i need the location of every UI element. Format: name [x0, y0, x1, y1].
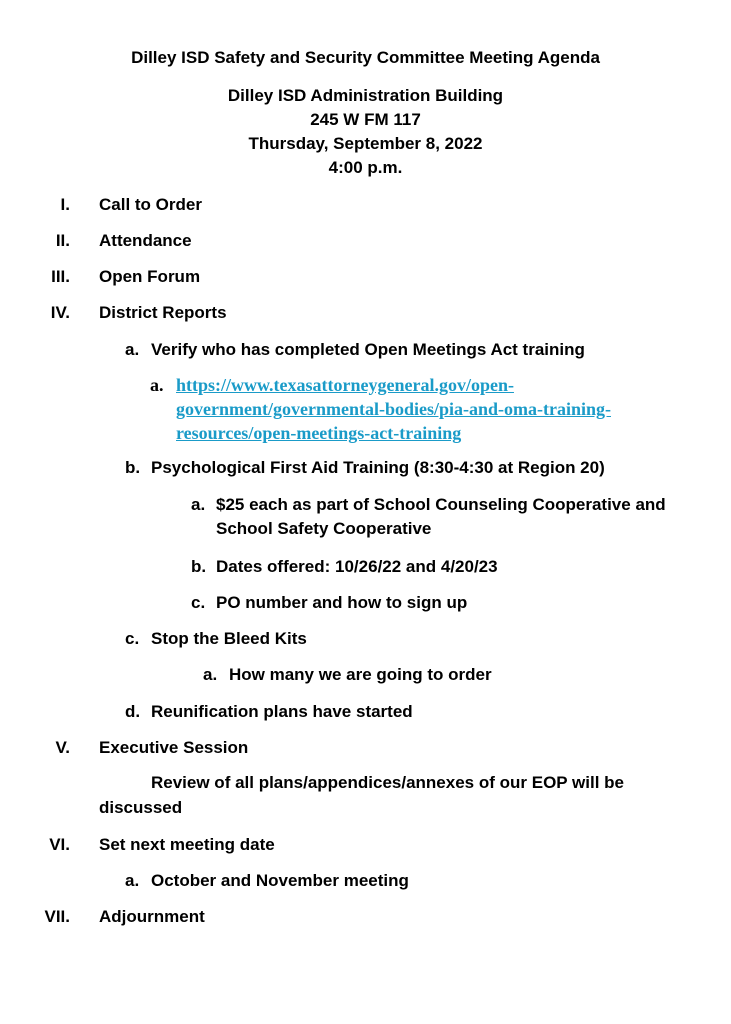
- item-next-meeting: Set next meeting date: [99, 835, 275, 854]
- psych-cost-line1: $25 each as part of School Counseling Cooperative and: [216, 495, 666, 514]
- psych-po-number: PO number and how to sign up: [216, 593, 468, 612]
- subitem-psych-first-aid: Psychological First Aid Training (8:30-4:30 at Region 20): [151, 458, 605, 477]
- oma-training-link-line3[interactable]: resources/open-meetings-act-training: [176, 423, 462, 443]
- subitem-open-meetings-training: Verify who has completed Open Meetings Act training: [151, 340, 585, 359]
- psych-cost-line2: School Safety Cooperative: [216, 519, 432, 538]
- item-number-1: I.: [60, 195, 70, 214]
- next-meeting-options: October and November meeting: [151, 871, 409, 890]
- subitem-reunification: Reunification plans have started: [151, 702, 413, 721]
- subitem-stop-the-bleed: Stop the Bleed Kits: [151, 629, 307, 648]
- item-adjournment: Adjournment: [99, 907, 205, 926]
- psych-sub-marker-a: a.: [191, 495, 206, 514]
- agenda-title: Dilley ISD Safety and Security Committee Meeting Agenda: [131, 48, 600, 67]
- item-number-3: III.: [51, 267, 70, 286]
- executive-note-line2: discussed: [99, 798, 183, 817]
- subitem-marker-c: c.: [125, 629, 140, 648]
- meeting-time: 4:00 p.m.: [328, 158, 403, 177]
- item-number-7: VII.: [44, 907, 70, 926]
- bleed-kit-order: How many we are going to order: [229, 665, 492, 684]
- psych-dates-offered: Dates offered: 10/26/22 and 4/20/23: [216, 557, 498, 576]
- executive-note-line1: Review of all plans/appendices/annexes of our EOP will be: [151, 773, 624, 792]
- item-number-2: II.: [55, 231, 70, 250]
- subitem-marker-a: a.: [125, 340, 140, 359]
- bleed-sub-marker-a: a.: [203, 665, 218, 684]
- psych-sub-marker-c: c.: [191, 593, 206, 612]
- location: Dilley ISD Administration Building: [227, 86, 504, 105]
- item-call-to-order: Call to Order: [99, 195, 202, 214]
- item-number-5: V.: [55, 738, 70, 757]
- subitem-marker-d: d.: [125, 702, 141, 721]
- link-marker-a: a.: [150, 375, 164, 395]
- item-district-reports: District Reports: [99, 303, 227, 322]
- subitem-marker-b: b.: [125, 458, 141, 477]
- item-number-4: IV.: [50, 303, 70, 322]
- meeting-date: Thursday, September 8, 2022: [248, 134, 483, 153]
- psych-sub-marker-b: b.: [191, 557, 207, 576]
- address: 245 W FM 117: [310, 110, 421, 129]
- next-meeting-marker-a: a.: [125, 871, 140, 890]
- item-executive-session: Executive Session: [99, 738, 249, 757]
- item-attendance: Attendance: [99, 231, 192, 250]
- item-open-forum: Open Forum: [99, 267, 201, 286]
- item-number-6: VI.: [49, 835, 70, 854]
- oma-training-link-line1[interactable]: https://www.texasattorneygeneral.gov/open-: [176, 375, 514, 395]
- oma-training-link-line2[interactable]: government/governmental-bodies/pia-and-oma-training-: [176, 399, 611, 419]
